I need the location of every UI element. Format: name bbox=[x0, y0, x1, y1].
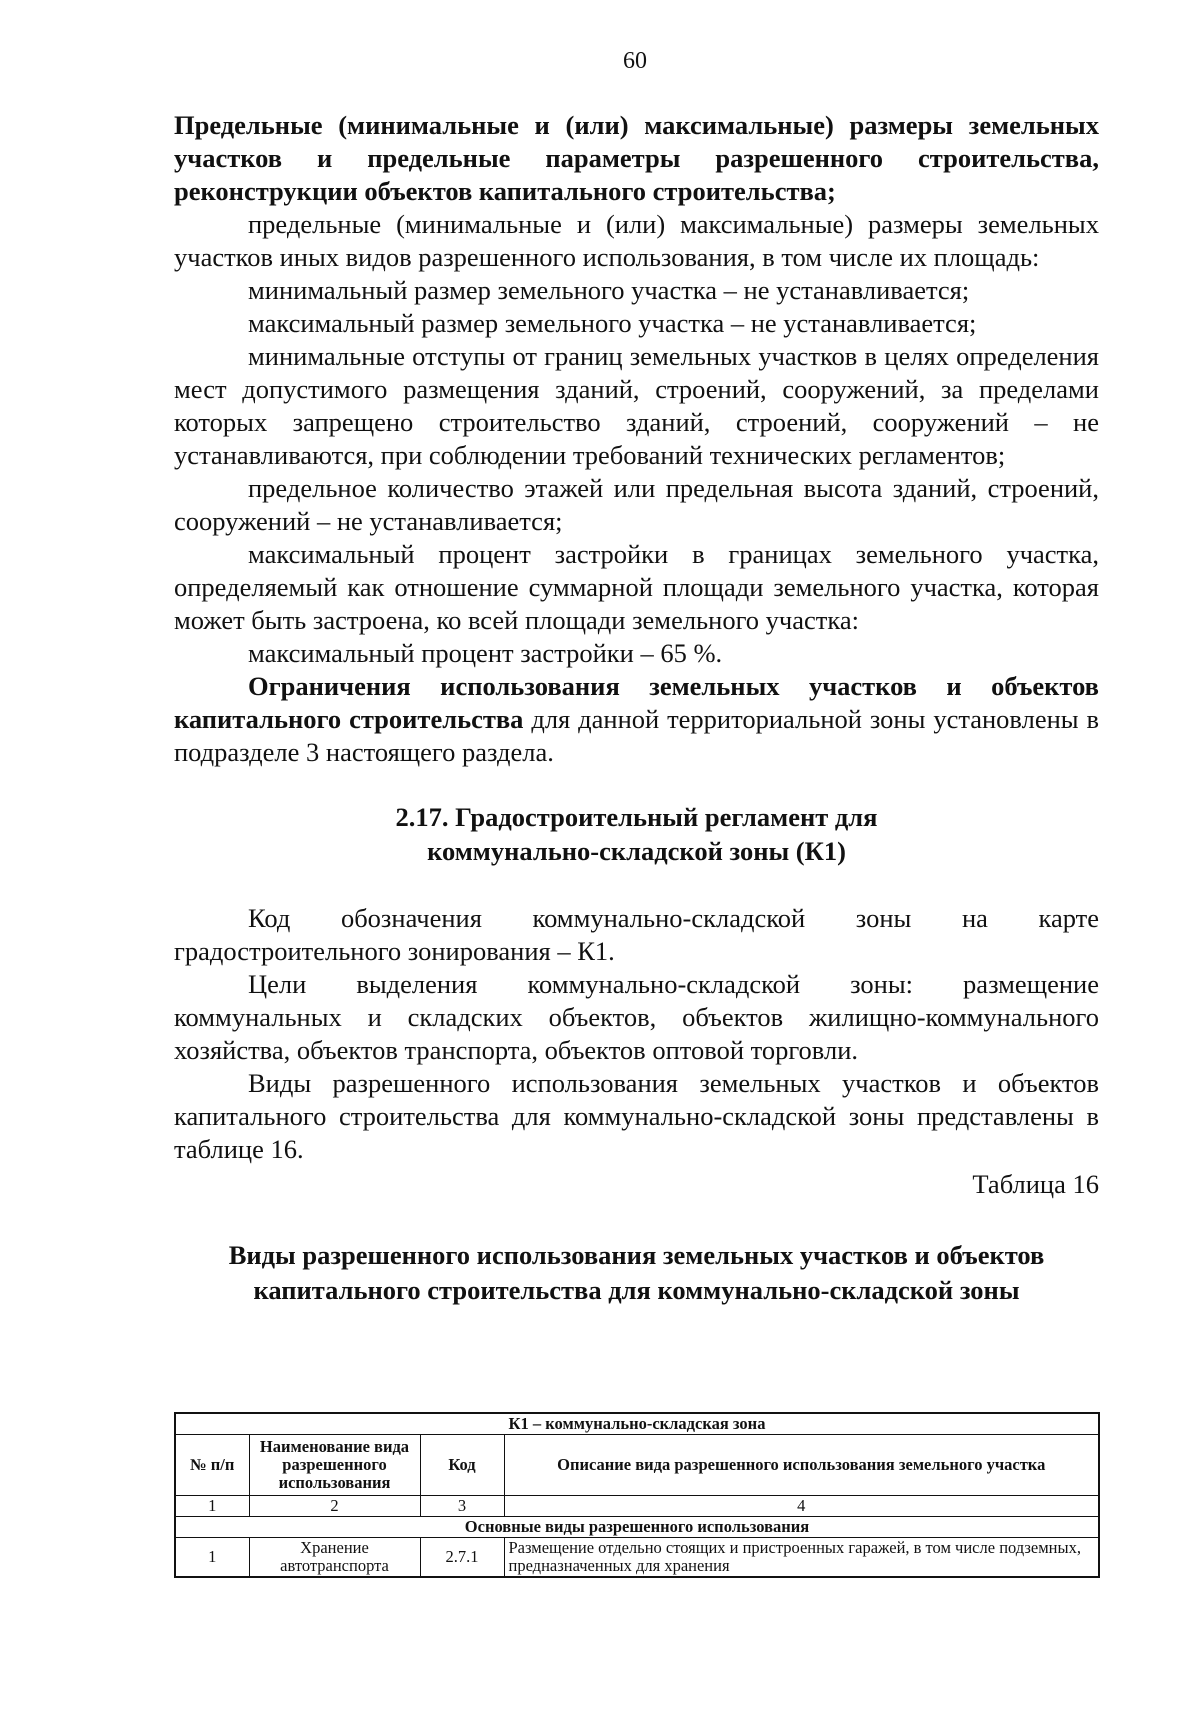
col-header-description: Описание вида разрешенного использования земельного участка bbox=[504, 1435, 1099, 1496]
row-description: Размещение отдельно стоящих и пристроенных гаражей, в том числе подземных, предназначенных для хранения bbox=[504, 1538, 1099, 1578]
restrictions-paragraph bbox=[174, 670, 1099, 769]
row-name: Хранение автотранспорта bbox=[249, 1538, 420, 1578]
section-heading bbox=[174, 800, 1099, 868]
table-title bbox=[174, 1238, 1099, 1308]
col-number: 2 bbox=[249, 1496, 420, 1517]
section-heading-line: 2.17. Градостроительный регламент для bbox=[395, 802, 878, 832]
restrictions-bold: Ограничения использования земельных участков и объектов капитального строительства bbox=[174, 671, 1099, 734]
page-number: 60 bbox=[623, 48, 647, 74]
paragraph: Цели выделения коммунально-складской зоны: размещение коммунальных и складских объектов, объектов жилищно-коммунального хозяйства, объектов транспорта, объектов оптовой торговли. bbox=[174, 969, 1099, 1065]
paragraph: минимальные отступы от границ земельных участков в целях определения мест допустимого размещения зданий, строений, сооружений, за пределами которых запрещено строительство зданий, строений, сооружений – не устанавливаются, при соблюдении требований технических регламентов; bbox=[174, 341, 1099, 470]
regulation-table bbox=[174, 1412, 1100, 1578]
row-code: 2.7.1 bbox=[420, 1538, 504, 1578]
col-number: 4 bbox=[504, 1496, 1099, 1517]
table-title-line: капитального строительства для коммунально-складской зоны bbox=[253, 1275, 1020, 1305]
col-header-name: Наименование вида разрешенного использования bbox=[249, 1435, 420, 1496]
table-row bbox=[175, 1538, 1099, 1578]
section-heading-line: коммунально-складской зоны (К1) bbox=[427, 836, 846, 866]
paragraph: максимальный процент застройки в границах земельного участка, определяемый как отношение суммарной площади земельного участка, которая может быть застроена, ко всей площади земельного участка: bbox=[174, 539, 1099, 635]
table-zone-row bbox=[175, 1413, 1099, 1435]
paragraph: Код обозначения коммунально-складской зоны на карте градостроительного зонирования – К1. bbox=[174, 903, 1099, 966]
col-number: 3 bbox=[420, 1496, 504, 1517]
row-number: 1 bbox=[175, 1538, 249, 1578]
col-header-code: Код bbox=[420, 1435, 504, 1496]
table-label: Таблица 16 bbox=[972, 1169, 1099, 1199]
limits-heading: Предельные (минимальные и (или) максимальные) размеры земельных участков и предельные параметры разрешенного строительства, реконструкции объектов капитального строительства; bbox=[174, 110, 1099, 206]
col-header-number: № п/п bbox=[175, 1435, 249, 1496]
paragraph: Виды разрешенного использования земельных участков и объектов капитального строительства для коммунально-складской зоны представлены в таблице 16. bbox=[174, 1068, 1099, 1164]
paragraph: предельное количество этажей или предельная высота зданий, строений, сооружений – не устанавливается; bbox=[174, 473, 1099, 536]
zone-header: К1 – коммунально-складская зона bbox=[175, 1413, 1099, 1435]
group-header: Основные виды разрешенного использования bbox=[175, 1517, 1099, 1538]
table-header-row bbox=[175, 1435, 1099, 1496]
col-number: 1 bbox=[175, 1496, 249, 1517]
table-numbers-row bbox=[175, 1496, 1099, 1517]
paragraph: максимальный процент застройки – 65 %. bbox=[248, 638, 723, 668]
paragraph: максимальный размер земельного участка – не устанавливается; bbox=[248, 308, 977, 338]
paragraph: минимальный размер земельного участка – не устанавливается; bbox=[248, 275, 970, 305]
restrictions-rest: для данной территориальной зоны установлены в подразделе 3 настоящего раздела. bbox=[174, 704, 1099, 767]
table-group-row bbox=[175, 1517, 1099, 1538]
document-body bbox=[174, 109, 1099, 1348]
paragraph: предельные (минимальные и (или) максимальные) размеры земельных участков иных видов разрешенного использования, в том числе их площадь: bbox=[174, 209, 1099, 272]
table-title-line: Виды разрешенного использования земельных участков и объектов bbox=[228, 1240, 1045, 1270]
